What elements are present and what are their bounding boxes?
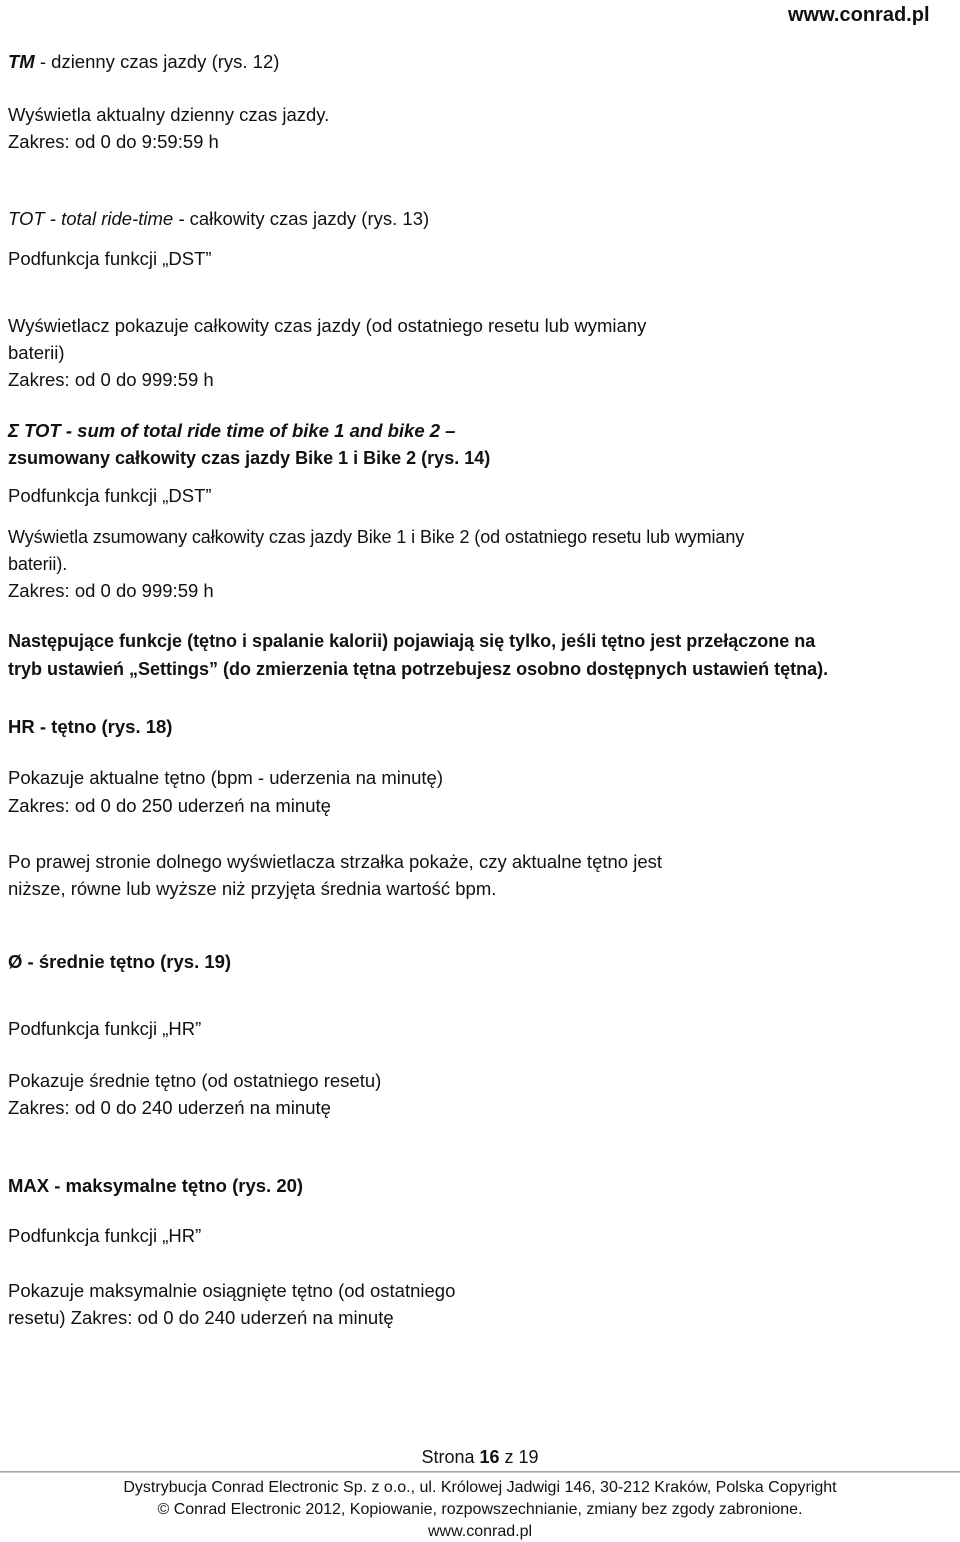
sum-tot-description-line2: baterii). (8, 554, 68, 574)
tot-heading-italic: TOT - total ride-time - (8, 208, 185, 229)
page-number-current: 16 (479, 1447, 500, 1467)
hr-range: Zakres: od 0 do 250 uderzeń na minutę (8, 795, 331, 816)
sum-tot-description-line1: Wyświetla zsumowany całkowity czas jazdy Bike 1 i Bike 2 (od ostatniego resetu lub wymiany (8, 527, 745, 547)
tm-heading-rest: - dzienny czas jazdy (rys. 12) (34, 51, 280, 72)
max-heading: MAX - maksymalne tętno (rys. 20) (8, 1175, 304, 1196)
max-description-line2: resetu) Zakres: od 0 do 240 uderzeń na minutę (8, 1307, 394, 1328)
footer-line1: Dystrybucja Conrad Electronic Sp. z o.o., ul. Królowej Jadwigi 146, 30-212 Kraków, Polska Copyright (123, 1479, 837, 1496)
hr-description: Pokazuje aktualne tętno (bpm - uderzenia na minutę) (8, 767, 444, 788)
page-number-total: 19 (518, 1447, 539, 1467)
sum-tot-subfunction: Podfunkcja funkcji „DST” (8, 485, 212, 506)
hr-heading: HR - tętno (rys. 18) (8, 716, 173, 737)
tot-description-line2: baterii) (8, 342, 65, 363)
tm-range: Zakres: od 0 do 9:59:59 h (8, 131, 219, 152)
avg-subfunction: Podfunkcja funkcji „HR” (8, 1018, 202, 1039)
max-description-line1: Pokazuje maksymalnie osiągnięte tętno (od ostatniego (8, 1280, 456, 1301)
avg-range: Zakres: od 0 do 240 uderzeń na minutę (8, 1097, 331, 1118)
tot-description-line1: Wyświetlacz pokazuje całkowity czas jazdy (od ostatniego resetu lub wymiany (8, 315, 647, 336)
avg-description: Pokazuje średnie tętno (od ostatniego resetu) (8, 1070, 382, 1091)
page-number-prefix: Strona (421, 1447, 480, 1467)
tot-subfunction: Podfunkcja funkcji „DST” (8, 248, 212, 269)
tot-range: Zakres: od 0 do 999:59 h (8, 369, 214, 390)
avg-heading: Ø - średnie tętno (rys. 19) (8, 951, 232, 972)
page-number (0, 1446, 960, 1468)
tot-heading-rest: całkowity czas jazdy (rys. 13) (184, 208, 430, 229)
page-number-mid: z (499, 1447, 519, 1467)
note-line1: Następujące funkcje (tętno i spalanie kalorii) pojawiają się tylko, jeśli tętno jest przełączone na (8, 631, 816, 651)
hr-arrow-line1: Po prawej stronie dolnego wyświetlacza strzałka pokaże, czy aktualne tętno jest (8, 851, 663, 872)
max-subfunction: Podfunkcja funkcji „HR” (8, 1225, 202, 1246)
note-line2: tryb ustawień „Settings” (do zmierzenia tętna potrzebujesz osobno dostępnych ustawień tętna). (8, 659, 829, 679)
footer-url: www.conrad.pl (427, 1523, 533, 1540)
tm-heading (8, 51, 279, 73)
tm-heading-abbr: TM (8, 51, 35, 72)
sum-tot-heading-line2: zsumowany całkowity czas jazdy Bike 1 i Bike 2 (rys. 14) (8, 448, 491, 468)
sum-tot-heading-line1: Σ TOT - sum of total ride time of bike 1 and bike 2 – (8, 420, 456, 441)
tot-heading (8, 208, 429, 230)
sum-tot-range: Zakres: od 0 do 999:59 h (8, 580, 214, 601)
header-url: www.conrad.pl (788, 4, 930, 26)
footer-divider (0, 1471, 960, 1473)
hr-arrow-line2: niższe, równe lub wyższe niż przyjęta średnia wartość bpm. (8, 878, 497, 899)
footer-line2: © Conrad Electronic 2012, Kopiowanie, rozpowszechnianie, zmiany bez zgody zabronione. (157, 1501, 803, 1518)
tm-description: Wyświetla aktualny dzienny czas jazdy. (8, 104, 330, 125)
